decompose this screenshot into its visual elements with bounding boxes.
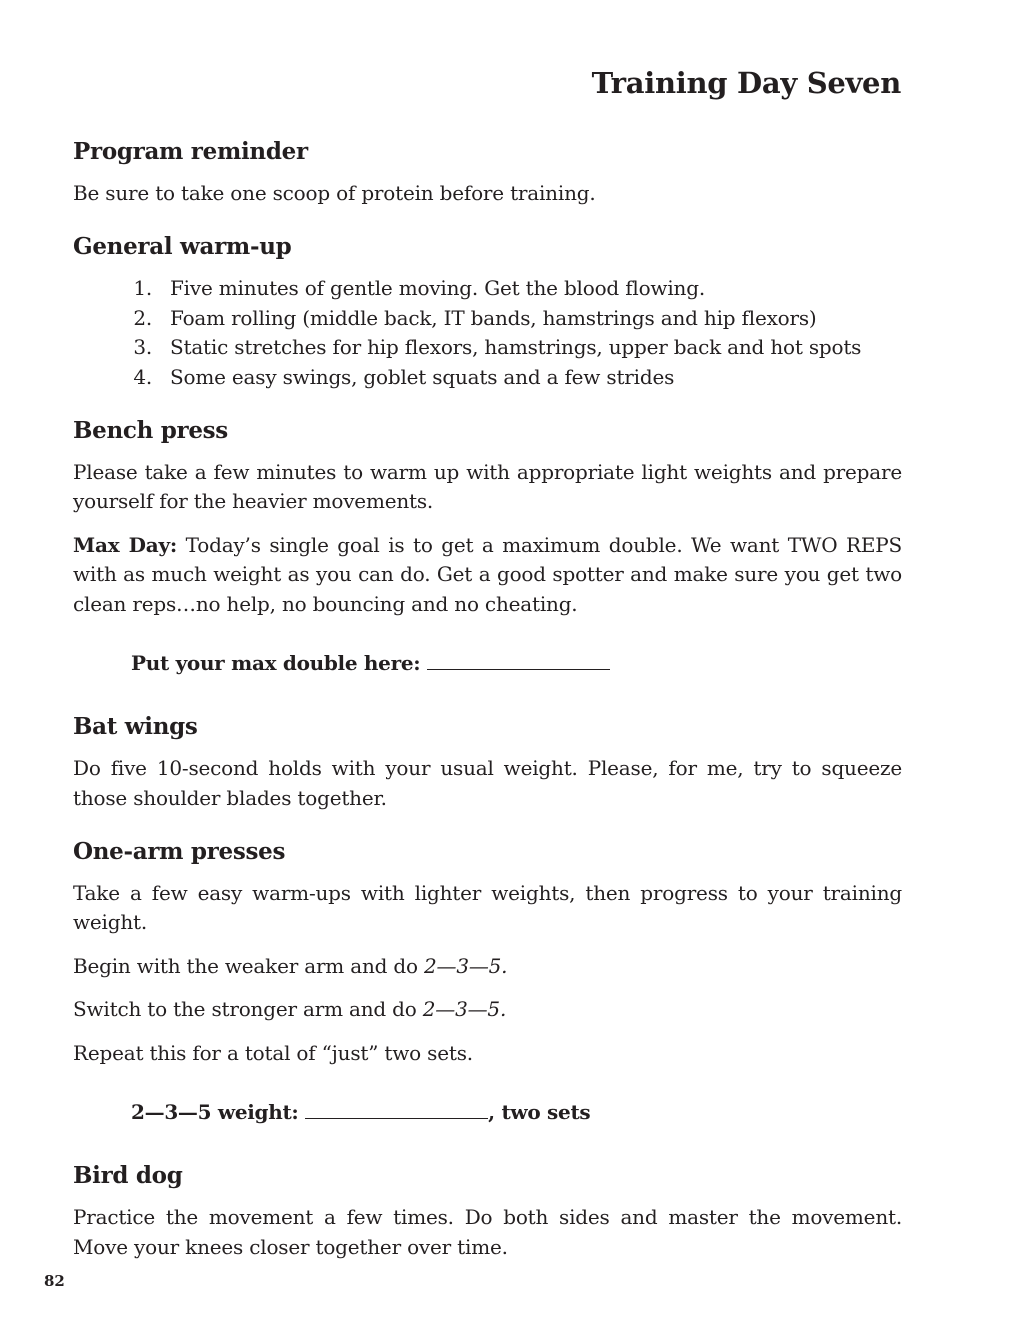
section-heading: Bird dog [73,1162,183,1190]
page-content [73,138,902,1287]
record-label: 2—3—5 weight: [131,1100,306,1125]
list-number: 2. [133,305,152,330]
section-heading: Bench press [73,417,228,444]
weight-blank[interactable] [305,1100,488,1119]
record-label: Put your max double here: [131,651,427,676]
bird-dog-text: Practice the movement a few times. Do both sides and master the movement. Move your knees closer together over time. [73,1205,902,1259]
max-day-paragraph [73,531,902,620]
list-item [73,363,902,393]
rep-scheme: 2—3—5. [422,997,507,1022]
section-bird-dog [73,1162,902,1262]
list-text: Static stretches for hip flexors, hamstrings, upper back and hot spots [170,335,862,359]
section-general-warmup [73,233,902,392]
list-item [73,304,902,334]
list-number: 3. [133,335,152,359]
list-number: 4. [133,364,152,389]
presses-p2-text: Begin with the weaker arm and do [73,953,424,978]
max-double-record [131,651,902,675]
presses-p3-text: Switch to the stronger arm and do [73,997,423,1022]
section-heading: Bat wings [73,713,198,741]
list-text: Five minutes of gentle moving. Get the blood flowing. [170,276,705,300]
section-bat-wings [73,713,902,813]
list-number: 1. [133,276,152,300]
presses-p1: Take a few easy warm-ups with lighter weights, then progress to your training weight. [73,880,902,935]
max-day-text: Today’s single goal is to get a maximum double. We want TWO REPS with as much weight as you can do. Get a good spotter and make sure you get two clean reps…no help, no bouncing and no cheating. [73,532,902,616]
section-heading: General warm-up [73,233,292,261]
bench-intro: Please take a few minutes to warm up with appropriate light weights and prepare yourself for the heavier movements. [73,459,902,514]
list-text: Some easy swings, goblet squats and a few strides [170,364,675,389]
section-one-arm-presses [73,838,902,1124]
weight-record [131,1100,902,1124]
section-heading: One-arm presses [73,838,286,865]
list-text: Foam rolling (middle back, IT bands, hamstrings and hip flexors) [170,305,817,330]
section-bench-press [73,417,902,675]
section-heading: Program reminder [73,138,308,165]
page-title: Training Day Seven [591,66,901,100]
record-suffix: , two sets [488,1100,591,1125]
presses-p2 [73,952,902,982]
list-item [73,274,902,304]
section-program-reminder [73,138,902,208]
presses-p4: Repeat this for a total of “just” two sets. [73,1040,473,1065]
rep-scheme: 2—3—5. [424,953,508,978]
reminder-text: Be sure to take one scoop of protein before training. [73,180,596,205]
warmup-list [73,274,902,392]
max-day-label: Max Day: [73,532,178,557]
list-item [73,333,902,363]
page-number: 82 [44,1272,65,1290]
bat-wings-text: Do five 10-second holds with your usual weight. Please, for me, try to squeeze those shoulder blades together. [73,756,902,810]
max-double-blank[interactable] [427,651,610,670]
presses-p3 [73,995,902,1025]
